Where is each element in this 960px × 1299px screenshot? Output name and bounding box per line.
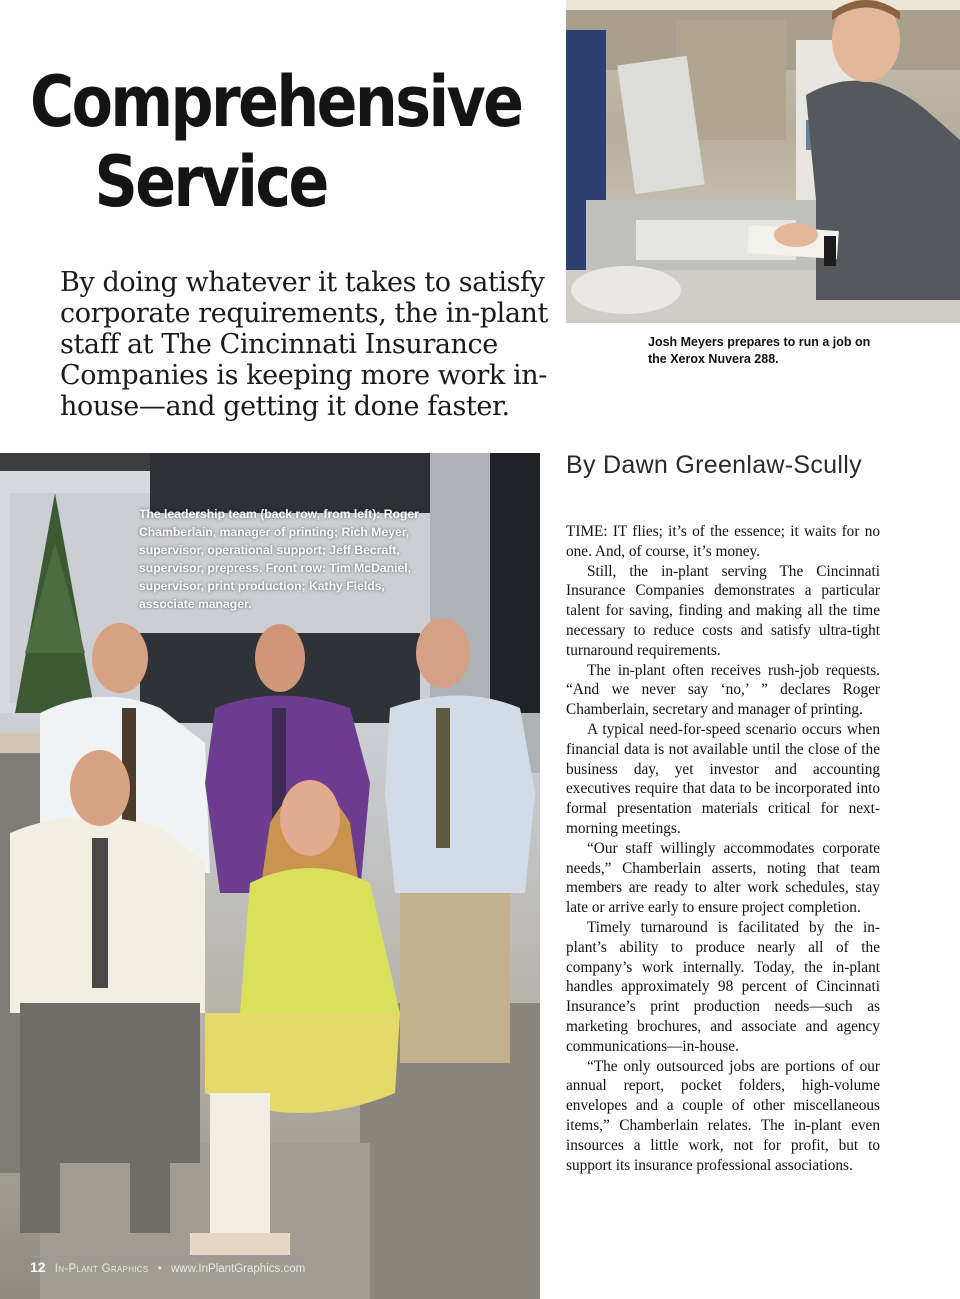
body-paragraph: Still, the in-plant serving The Cincinnati Insurance Companies demonstrates a particular talent for saving, finding and making all the time necessary to reduce costs and satisfy ultra-tight turnaround requirements. (566, 562, 880, 659)
body-paragraph: The in-plant often receives rush-job requests. “And we never say ‘no,’ ” declares Roger Chamberlain, secretary and manager of printing. (566, 661, 880, 719)
body-paragraph: A typical need-for-speed scenario occurs when financial data is not available until the close of the business day, yet investor and accounting executives require that data to be incorporated into formal presentation materials critical for next-morning meetings. (566, 720, 880, 837)
photo-operator-at-press (566, 0, 960, 323)
footer-separator: • (157, 1263, 162, 1275)
headline-line-2: Service (94, 141, 327, 223)
photo-caption-team: The leadership team (back row, from left): Roger Chamberlain, manager of printing; Rich Meyer, supervisor, operational support; Jeff Becraft, supervisor, prepress. Front row: Tim McDaniel, supervisor, print production; Kathy Fields, associate manager. (139, 507, 419, 611)
body-paragraph: Timely turnaround is facilitated by the in-plant’s ability to produce nearly all of the company’s work internally. Today, the in-plant handles approximately 98 percent of Cincinnati Insurance’s print production needs—such as marketing brochures, and associate and agency communications—in-house. (566, 918, 880, 1055)
publication-name: In-Plant Graphics (54, 1263, 149, 1275)
body-paragraph: “Our staff willingly accommodates corporate needs,” Chamberlain asserts, noting that team members are ready to alter work schedules, stay late or arrive early to ensure project completion. (566, 839, 880, 917)
article-deck: By doing whatever it takes to satisfy corporate requirements, the in-plant staff at The Cincinnati Insurance Companies is keeping more work in-house—and getting it done faster. (60, 267, 548, 422)
article-byline: By Dawn Greenlaw-Scully (566, 451, 862, 479)
photo-caption-top: Josh Meyers prepares to run a job on the Xerox Nuvera 288. (648, 335, 871, 366)
body-paragraph: “The only outsourced jobs are portions of our annual report, pocket folders, high-volume envelopes and a couple of other miscellaneous items,” Chamberlain relates. The in-plant even insources a little work, not for profit, but to support its insurance professional associations. (566, 1057, 880, 1174)
body-paragraph: TIME: IT flies; it’s of the essence; it waits for no one. And, of course, it’s money. (566, 523, 880, 560)
page-number: 12 (30, 1259, 46, 1275)
publication-url[interactable]: www.InPlantGraphics.com (170, 1263, 306, 1275)
page-footer (30, 1256, 310, 1275)
article-headline (30, 61, 522, 223)
headline-line-1: Comprehensive (30, 61, 522, 143)
article-body (566, 522, 880, 1175)
